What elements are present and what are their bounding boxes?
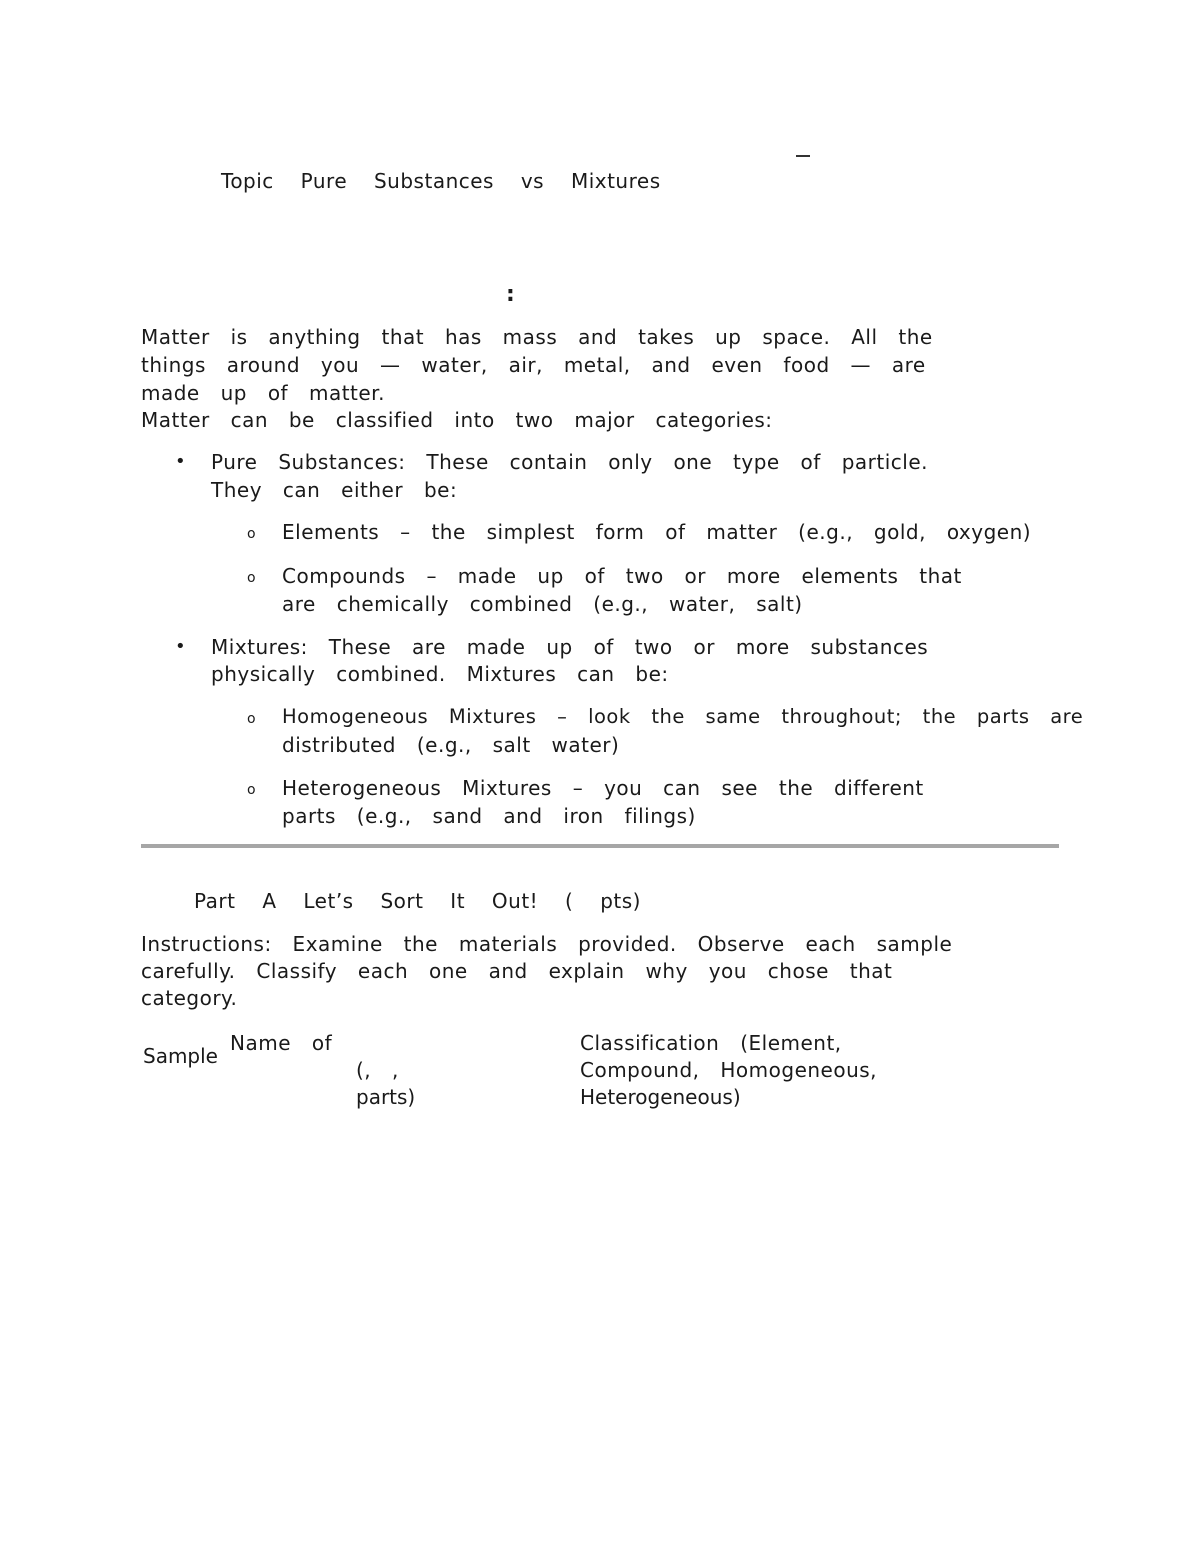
sub-homogeneous-line-2: distributed (e.g., salt water) [282, 733, 620, 757]
table-header-classification-line-3: Heterogeneous) [580, 1085, 741, 1109]
bullet-marker: • [175, 636, 186, 657]
sub-compounds-line-2: are chemically combined (e.g., water, salt) [282, 592, 803, 616]
instructions-line-2: carefully. Classify each one and explain why you chose that [141, 959, 893, 983]
bullet-pure-line-2: They can either be: [211, 478, 458, 502]
instructions-line-3: category. [141, 986, 238, 1010]
section-colon: : [506, 282, 515, 307]
table-header-name: Name of [230, 1031, 333, 1055]
sub-heterogeneous-line-2: parts (e.g., sand and iron filings) [282, 804, 696, 828]
bullet-marker: • [175, 451, 186, 472]
intro-line-1: Matter is anything that has mass and takes up space. All the [141, 325, 933, 349]
sub-heterogeneous-line-1: Heterogeneous Mixtures – you can see the different [282, 776, 924, 800]
sub-compounds-line-1: Compounds – made up of two or more elements that [282, 564, 962, 588]
topic-line: Topic Pure Substances vs Mixtures [221, 169, 661, 193]
sub-homogeneous-line-1: Homogeneous Mixtures – look the same throughout; the parts are [282, 705, 1084, 728]
intro-line-4: Matter can be classified into two major categories: [141, 408, 773, 432]
sub-bullet-marker: o [247, 570, 256, 586]
title-dash [796, 155, 810, 157]
bullet-pure-line-1: Pure Substances: These contain only one type of particle. [211, 450, 928, 474]
table-header-name-line-3: parts) [356, 1085, 416, 1109]
bullet-mixtures-line-2: physically combined. Mixtures can be: [211, 662, 669, 686]
intro-line-3: made up of matter. [141, 381, 385, 405]
table-header-classification-line-2: Compound, Homogeneous, [580, 1058, 878, 1082]
horizontal-rule [141, 844, 1059, 848]
table-header-sample: Sample [143, 1044, 218, 1068]
sub-bullet-marker: o [247, 782, 256, 798]
instructions-line-1: Instructions: Examine the materials provided. Observe each sample [141, 932, 953, 956]
bullet-mixtures-line-1: Mixtures: These are made up of two or more substances [211, 635, 929, 659]
part-a-title: Part A Let’s Sort It Out! ( pts) [194, 889, 641, 913]
sub-bullet-marker: o [247, 526, 256, 542]
intro-line-2: things around you — water, air, metal, and even food — are [141, 353, 926, 377]
sub-bullet-marker: o [247, 711, 256, 727]
table-header-classification: Classification (Element, [580, 1031, 842, 1055]
table-header-name-line-2: (, , [356, 1058, 399, 1082]
sub-elements-line-1: Elements – the simplest form of matter (e.g., gold, oxygen) [282, 520, 1032, 544]
